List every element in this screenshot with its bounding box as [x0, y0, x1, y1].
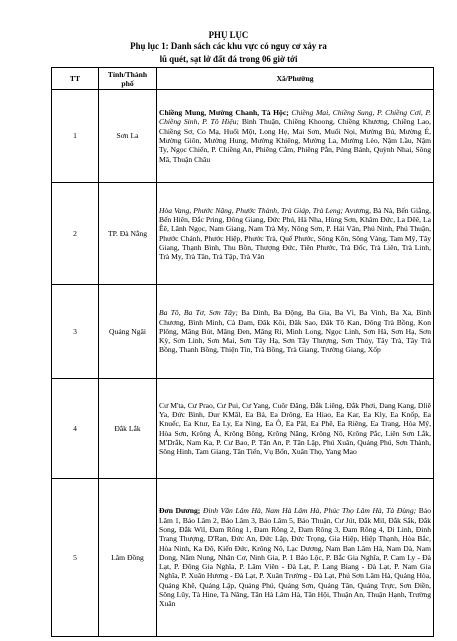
table-row: [52, 379, 434, 479]
row-province: TP. Đà Nẵng: [99, 183, 157, 285]
row-number: 2: [52, 183, 99, 285]
header-tt: TT: [52, 68, 99, 90]
row-province: Sơn La: [99, 90, 157, 183]
row-number: 5: [52, 479, 99, 637]
row-province: Đắk Lắk: [99, 379, 157, 479]
wards-italic: Chiềng Mai, Chiềng Sung, P. Chiềng Cơi, P. Chiềng Sinh, P. Tô Hiệu;: [159, 108, 432, 127]
row-number: 4: [52, 379, 99, 479]
row-province: Lâm Đồng: [99, 479, 157, 637]
appendix-title: PHỤ LỤC: [208, 30, 249, 40]
row-number: 3: [52, 285, 99, 379]
table-row: [52, 285, 434, 379]
row-wards: [157, 479, 434, 637]
row-number: 1: [52, 90, 99, 183]
wards-bold: Chiềng Mung, Mường Chanh, Tà Hộc;: [159, 108, 289, 118]
wards-italic: Hòa Vang, Phước Năng, Phước Thành, Trà Giáp, Trà Leng;: [159, 205, 344, 215]
table-row: [52, 90, 434, 183]
header-wards: Xã/Phường: [157, 68, 434, 90]
table-row: [52, 183, 434, 285]
table-row: [52, 479, 434, 637]
table-header-row: [52, 68, 434, 90]
row-wards: [157, 183, 434, 285]
row-province: Quảng Ngãi: [99, 285, 157, 379]
header-province: Tỉnh/Thành phố: [99, 68, 157, 90]
row-wards: [157, 285, 434, 379]
wards-italic: Ba Tô, Ba Tơ, Sơn Tây;: [159, 308, 238, 318]
wards-normal: Avương, Bà Nà, Bến Giằng, Bến Hiên, Đắc Pring, Đông Giang, Đức Phú, Hà Nha, Hùng Sơn, Khâm Đức, La Dêê, La Êê, Lãnh Ngọc, Nam Giang, Nam Trà My, Nông Sơn, P. Hải Vân, Phú Ninh, Phú Thuận, Phước Chánh, Phước Hiệp, Phước Trà, Quế Phước, Sông Kôn, Sông Vàng, Tam Mỹ, Tây Giang, Thạnh Bình, Thu Bồn, Thượng Đức, Tiên Phước, Trà Đốc, Trà Liên, Trà Linh, Trà My, Trà Tân, Trà Tập, Trà Vân: [159, 205, 432, 262]
wards-normal: Bảo Lâm 1, Bảo Lâm 2, Bảo Lâm 3, Bảo Lâm 5, Bảo Thuận, Cư Jút, Đắk Mil, Đắk Sắk, Đắk Song, Đắk Wil, Đam Rông 1, Đam Rông 2, Đam Rông 3, Đam Rông 4, Di Linh, Đinh Trang Thượng, D'Ran, Đức An, Đức Lập, Đức Trọng, Gia Hiệp, Hiệp Thạnh, Hòa Bắc, Hòa Ninh, Ka Đô, Kiến Đức, Krông Nô, Lạc Dương, Nam Ban Lâm Hà, Nam Dà, Nam Dong, Nâm Nung, Nhân Cơ, Ninh Gia, P. 1 Bảo Lộc, P. Bắc Gia Nghĩa, P. Cam Ly - Đà Lạt, P. Đông Gia Nghĩa, P. Lâm Viên - Đà Lạt, P. Lang Biang - Đà Lạt, P. Nam Gia Nghĩa, P. Xuân Hương - Đà Lạt, P. Xuân Trường - Đà Lạt, Phú Sơn Lâm Hà, Quảng Hòa, Quảng Khê, Quảng Lập, Quảng Phú, Quảng Sơn, Quảng Tân, Quảng Trực, Sơn Điền, Sông Lũy, Tà Hine, Tà Năng, Tân Hà Lâm Hà, Tân Hội, Thuận An, Thuận Hạnh, Trường Xuân: [159, 506, 431, 609]
wards-italic: Đinh Văn Lâm Hà, Nam Hà Lâm Hà, Phúc Thọ Lâm Hà, Tà Đùng;: [200, 506, 417, 516]
wards-bold: Đơn Dương;: [159, 506, 201, 516]
row-wards: [157, 90, 434, 183]
wards-normal: Ba Dinh, Ba Động, Ba Gia, Ba Vì, Ba Vinh, Ba Xa, Bình Chương, Bình Minh, Cà Đam, Đăk Kôi, Đăk Sao, Đăk Tô Kan, Đông Trà Bồng, Kon Plông, Măng Bút, Măng Đen, Măng Ri, Minh Long, Ngọc Linh, Sơn Hà, Sơn Hạ, Sơn Kỳ, Sơn Linh, Sơn Mai, Sơn Tây Hạ, Sơn Tây Thượng, Sơn Thủy, Tây Trà, Tây Trà Bồng, Thanh Bồng, Thiện Tín, Trà Bồng, Trà Giang, Trường Giang, Xốp: [159, 308, 431, 355]
wards-normal: Bình Thuận, Chiềng Khoong, Chiềng Khương, Chiềng Lao, Chiềng Sơ, Co Mạ, Huổi Một, Long Hẹ, Mai Sơn, Muổi Nọi, Mường Bú, Mường É, Mường Giôn, Mường Hung, Mường Khiêng, Mường La, Mường Lèo, Nậm Lầu, Nậm Ty, Ngọc Chiến, P. Chiềng An, Phiêng Cằm, Phiêng Pằn, Púng Bánh, Quỳnh Nhai, Sông Mã, Thuận Châu: [159, 117, 432, 164]
appendix-subtitle-line1: Phụ lục 1: Danh sách các khu vực có nguy cơ xảy ra: [130, 41, 327, 51]
risk-area-table: [51, 67, 434, 637]
appendix-subtitle-line2: lũ quét, sạt lở đất đá trong 06 giờ tới: [159, 54, 298, 64]
wards-normal: Cư M'ta, Cư Prao, Cư Pui, Cư Yang, Cuôr Đăng, Đắk Liêng, Đắk Phơi, Dang Kang, Dliê Ya, Đức Bình, Dur KMăl, Ea Bá, Ea Drông, Ea Hiao, Ea Kar, Ea Kly, Ea Knốp, Ea Knuếc, Ea Ktur, Ea Ly, Ea Ning, Ea Ô, Ea Păl, Ea Phê, Ea Riêng, Ea Trang, Hòa Mỹ, Hòa Sơn, Krông Á, Krông Bông, Krông Năng, Krông Nô, Krông Pắc, Liên Sơn Lắk, M'Drắk, Nam Ka, P. Cư Bao, P. Tân An, P. Tân Lập, Phú Xuân, Quảng Phú, Sơn Thành, Sông Hinh, Tam Giang, Tân Tiến, Vụ Bổn, Xuân Thọ, Yang Mao: [159, 400, 431, 457]
row-wards: [157, 379, 434, 479]
